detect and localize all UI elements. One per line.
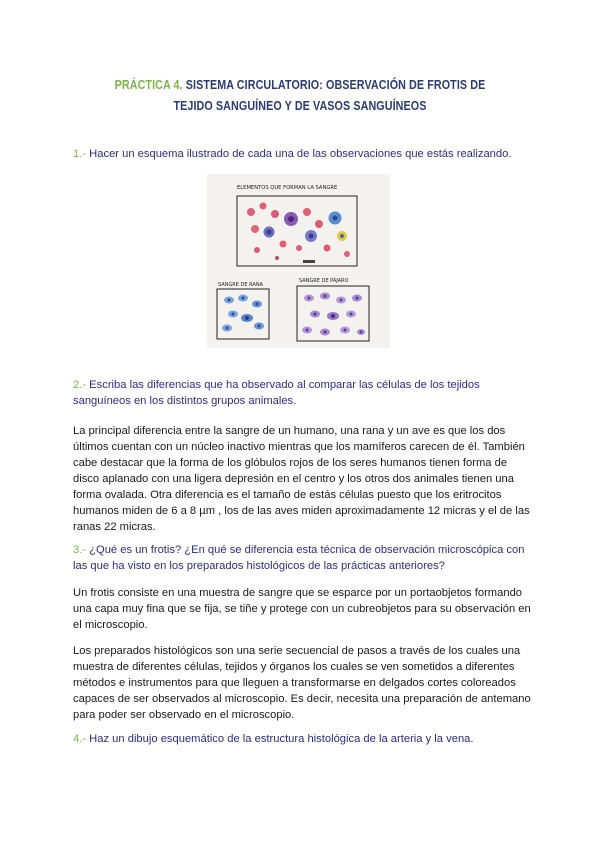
drawing-right-label: SANGRE DE PÁJARO — [299, 278, 349, 284]
question-number: 3.- — [73, 544, 87, 556]
answer-3-paragraph-2: Los preparados histológicos son una serie secuencial de pasos a través de los cuales una muestra de diferentes células, tejidos y órganos los cuales se ven sometidos a diferentes métodos e instrumentos para que lleguen a transformarse en delgados cortes coloreados capaces de ser observados al microscopio. Es decir, necesita una preparación de antemano para poder ser observado en el microscopio. — [73, 645, 531, 721]
question-4 — [73, 731, 533, 747]
question-text: Escriba las diferencias que ha observado al comparar las células de los tejidos sanguíneos en los distintos grupos animales. — [73, 379, 480, 407]
question-1 — [73, 146, 533, 162]
answer-2-paragraph: La principal diferencia entre la sangre de un humano, una rana y un ave es que los dos últimos cuentan con un núcleo inactivo mientras que los mamíferos carecen de él. También cabe destacar que la forma de los glóbulos rojos de los seres humanos tienen forma de disco aplanado con una ligera depresión en el centro y los otros dos animales tienen una forma ovalada. Otra diferencia es el tamaño de estás células puesto que los eritrocitos humanos miden de 6 a 8 µm , los de las aves miden aproximadamente 12 micras y el de las ranas 22 micras. — [73, 425, 530, 533]
drawing-paper — [207, 174, 390, 348]
question-text: ¿Qué es un frotis? ¿En qué se diferencia esta técnica de observación microscópica con las que ha visto en los preparados histológicos de las prácticas anteriores? — [73, 544, 525, 572]
drawing-top-label: ELEMENTOS QUE FORMAN LA SANGRE — [237, 185, 338, 191]
drawing-left-label: SANGRE DE RANA — [218, 282, 263, 288]
title-prefix: PRÁCTICA 4. — [114, 78, 183, 92]
question-text: Hacer un esquema ilustrado de cada una de las observaciones que estás realizando. — [86, 148, 512, 160]
blood-cells-drawing — [207, 174, 390, 348]
question-number: 1.- — [73, 148, 87, 160]
question-2 — [73, 377, 533, 409]
title-text: SISTEMA CIRCULATORIO: OBSERVACIÓN DE FROTIS DE TEJIDO SANGUÍNEO Y DE VASOS SANGUÍNEOS — [173, 78, 486, 113]
answer-3-paragraph-1: Un frotis consiste en una muestra de sangre que se esparce por un portaobjetos formando una capa muy fina que se fija, se tiñe y protege con un cubreobjetos para su observación en el microscopio. — [73, 587, 531, 631]
page-title — [94, 75, 507, 117]
question-number: 2.- — [73, 379, 87, 391]
question-number: 4.- — [73, 733, 87, 745]
question-3 — [73, 542, 533, 574]
question-text: Haz un dibujo esquemático de la estructura histológica de la arteria y la vena. — [86, 733, 474, 745]
